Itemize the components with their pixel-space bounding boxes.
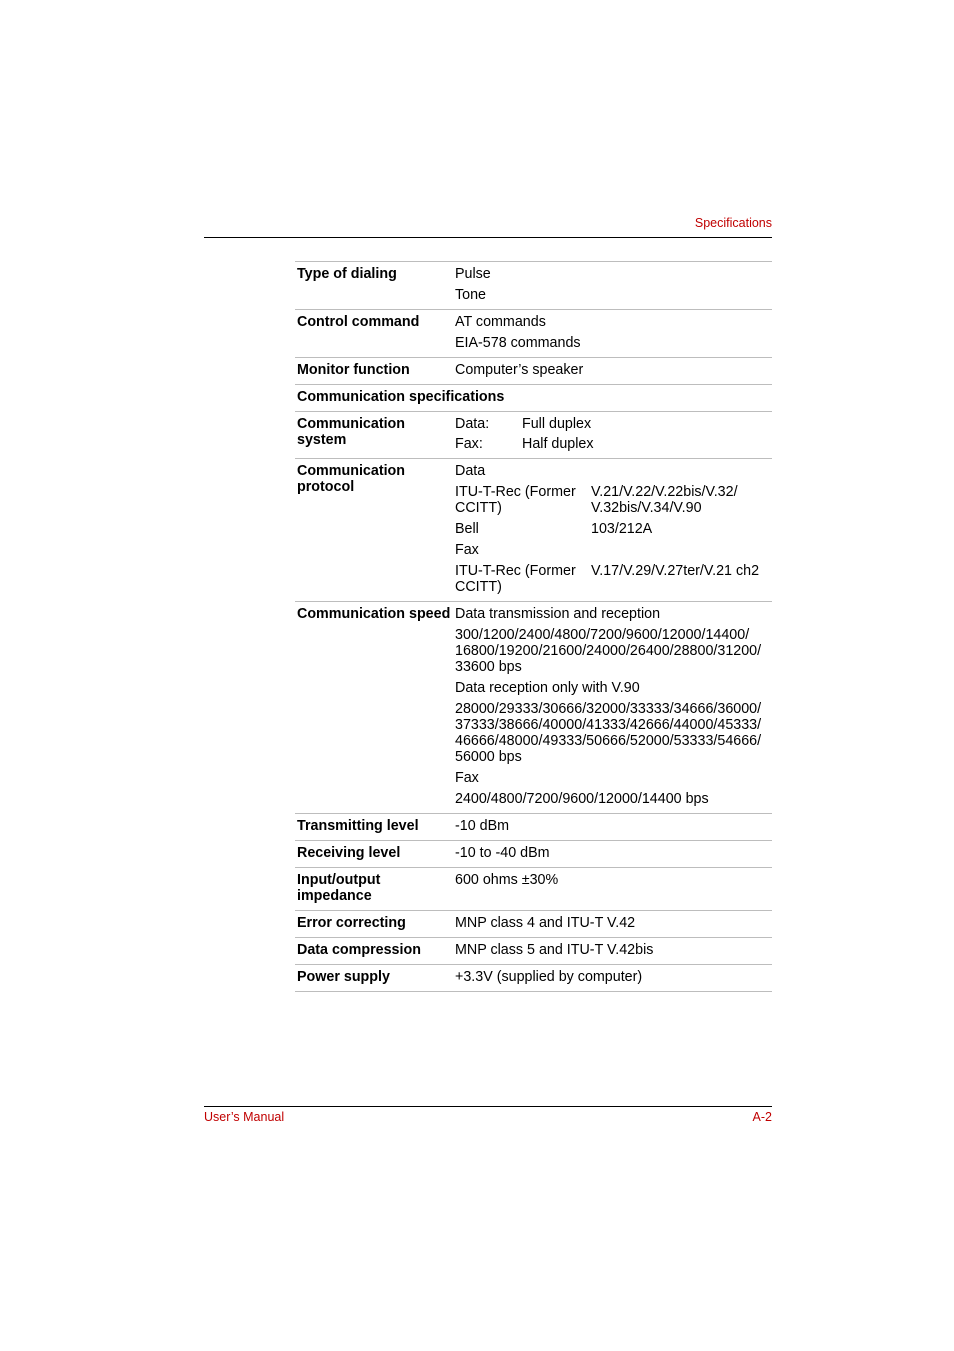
value-text: 600 ohms ±30%	[455, 872, 559, 888]
pair-value: Full duplex	[522, 416, 592, 432]
pair-value: Half duplex	[522, 436, 594, 452]
protocol-key: Fax	[455, 542, 479, 558]
table-row	[295, 911, 772, 938]
row-label: Error correcting	[295, 911, 453, 938]
table-row	[295, 385, 772, 412]
row-label: Type of dialing	[295, 262, 453, 310]
protocol-key: ITU-T-Rec (Former CCITT)	[455, 563, 576, 595]
value-text: +3.3V (supplied by computer)	[455, 969, 643, 985]
value-pair	[455, 436, 770, 452]
protocol-item	[455, 542, 770, 558]
value-text: -10 dBm	[455, 818, 510, 834]
table-row	[295, 814, 772, 841]
footer-divider	[204, 1106, 772, 1107]
table-row	[295, 310, 772, 358]
value-text: MNP class 5 and ITU-T V.42bis	[455, 942, 654, 958]
row-value	[453, 868, 772, 911]
table-row	[295, 938, 772, 965]
table-row	[295, 965, 772, 992]
row-value	[453, 358, 772, 385]
value-text: Data transmission and reception	[455, 606, 661, 622]
footer-manual-title: User’s Manual	[204, 1110, 285, 1124]
footer-page-number: A-2	[752, 1110, 772, 1124]
pair-key: Fax:	[455, 436, 483, 452]
table-row	[295, 459, 772, 602]
protocol-key: Bell	[455, 521, 479, 537]
header-divider	[204, 237, 772, 238]
row-value	[453, 459, 772, 602]
value-text: Pulse	[455, 266, 491, 282]
page-header-title: Specifications	[694, 216, 772, 230]
value-text: EIA-578 commands	[455, 335, 581, 351]
row-value	[453, 412, 772, 459]
row-value	[453, 841, 772, 868]
pair-key: Data:	[455, 416, 490, 432]
value-text: Computer’s speaker	[455, 362, 584, 378]
row-value	[453, 965, 772, 992]
value-pair	[455, 416, 770, 432]
protocol-value: V.21/V.22/V.22bis/V.32/ V.32bis/V.34/V.90	[591, 484, 738, 516]
row-label: Data compression	[295, 938, 453, 965]
section-heading: Communication specifications	[295, 385, 772, 412]
value-text: 28000/29333/30666/32000/33333/34666/36000/ 37333/38666/40000/41333/42666/44000/45333/ 46666/48000/49333/50666/52000/53333/54666/ 56000 bps	[455, 701, 762, 765]
table-row	[295, 358, 772, 385]
row-value	[453, 602, 772, 814]
value-text: Fax	[455, 770, 479, 786]
value-text: -10 to -40 dBm	[455, 845, 550, 861]
table-row	[295, 868, 772, 911]
row-label: Monitor function	[295, 358, 453, 385]
row-label: Transmitting level	[295, 814, 453, 841]
protocol-value: V.17/V.29/V.27ter/V.21 ch2	[591, 563, 760, 579]
value-text: Tone	[455, 287, 487, 303]
protocol-item	[455, 463, 770, 479]
value-text: Data reception only with V.90	[455, 680, 640, 696]
table-row	[295, 262, 772, 310]
protocol-value: 103/212A	[591, 521, 653, 537]
protocol-key: Data	[455, 463, 486, 479]
row-label: Control command	[295, 310, 453, 358]
row-value	[453, 262, 772, 310]
spec-table	[295, 261, 772, 992]
row-label: Communication protocol	[295, 459, 453, 602]
protocol-item	[455, 563, 770, 595]
row-value	[453, 938, 772, 965]
value-text: 2400/4800/7200/9600/12000/14400 bps	[455, 791, 709, 807]
row-label: Power supply	[295, 965, 453, 992]
protocol-value	[591, 463, 770, 479]
value-text: MNP class 4 and ITU-T V.42	[455, 915, 636, 931]
protocol-key: ITU-T-Rec (Former CCITT)	[455, 484, 576, 516]
row-label: Input/output impedance	[295, 868, 453, 911]
value-text: 300/1200/2400/4800/7200/9600/12000/14400/ 16800/19200/21600/24000/26400/28800/31200/ 33600 bps	[455, 627, 762, 675]
row-label: Receiving level	[295, 841, 453, 868]
row-value	[453, 814, 772, 841]
table-row	[295, 602, 772, 814]
protocol-item	[455, 484, 770, 516]
table-row	[295, 412, 772, 459]
row-value	[453, 310, 772, 358]
table-row	[295, 841, 772, 868]
row-label: Communication speed	[295, 602, 453, 814]
row-label: Communication system	[295, 412, 453, 459]
value-text: AT commands	[455, 314, 546, 330]
protocol-item	[455, 521, 770, 537]
protocol-value	[591, 542, 770, 558]
row-value	[453, 911, 772, 938]
